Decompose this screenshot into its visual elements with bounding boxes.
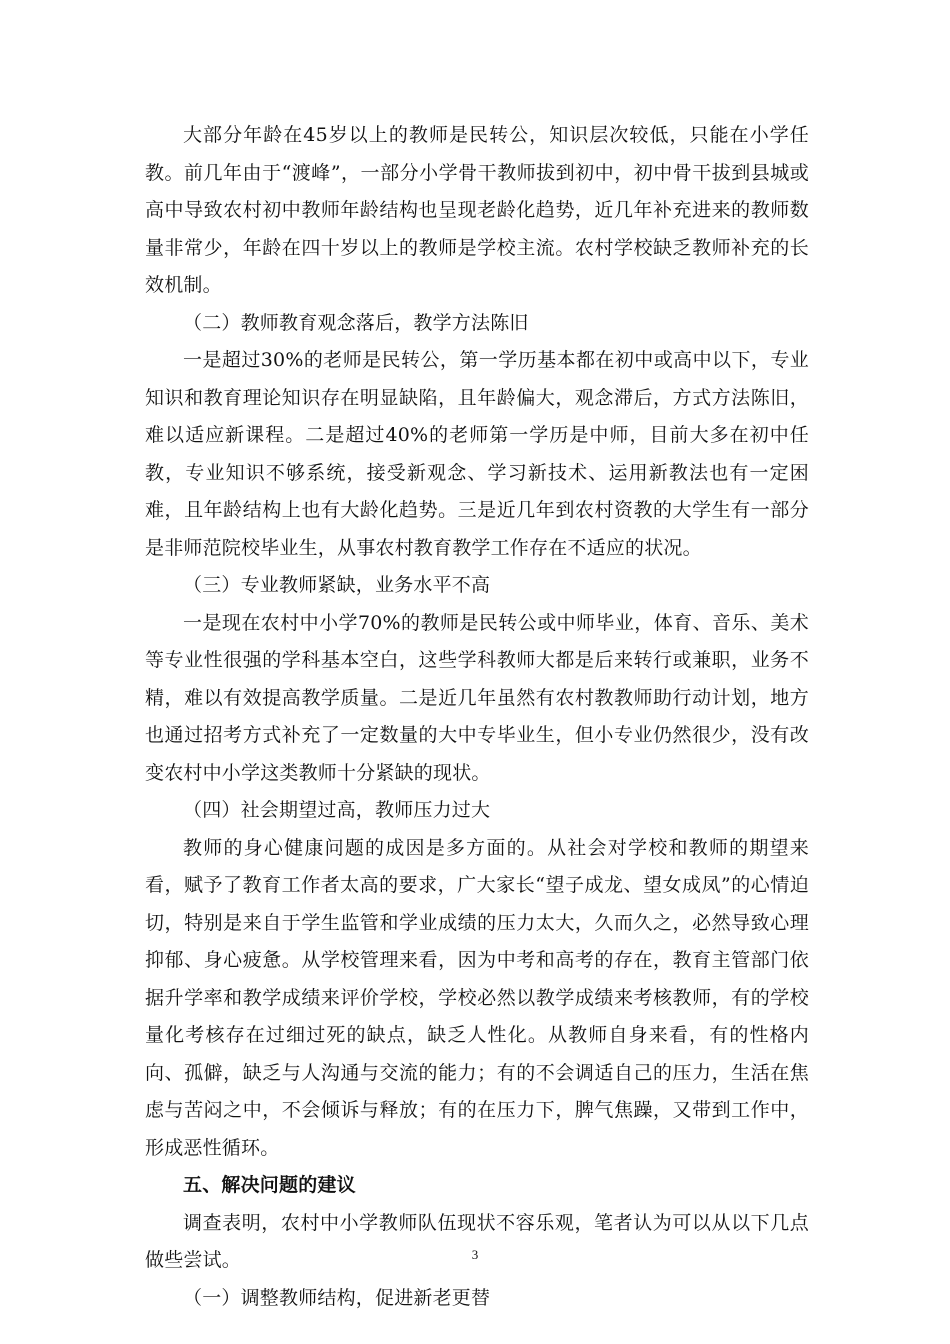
page-number: 3 xyxy=(471,1247,479,1262)
paragraph-professional-teachers: 一是现在农村中小学70%的教师是民转公或中师毕业，体育、音乐、美术等专业性很强的学科基本空白，这些学科教师大都是后来转行或兼职，业务不精，难以有效提高教学质量。二是近几年虽然有农村教教师助行动计划，地方也通过招考方式补充了一定数量的大中专毕业生，但小专业仍然很少，没有改变农村中小学这类教师十分紧缺的现状。 xyxy=(145,611,809,784)
paragraph-education-concepts: 一是超过30%的老师是民转公，第一学历基本都在初中或高中以下，专业知识和教育理论知识存在明显缺陷，且年龄偏大，观念滞后，方式方法陈旧，难以适应新课程。二是超过40%的老师第一学历是中师，目前大多在初中任教，专业知识不够系统，接受新观念、学习新技术、运用新教法也有一定困难，且年龄结构上也有大龄化趋势。三是近几年到农村资教的大学生有一部分是非师范院校毕业生，从事农村教育教学工作存在不适应的状况。 xyxy=(145,349,809,559)
document-body xyxy=(145,117,809,1317)
paragraph-suggestions-intro: 调查表明，农村中小学教师队伍现状不容乐观，笔者认为可以从以下几点做些尝试。 xyxy=(145,1211,809,1271)
paragraph-teacher-age: 大部分年龄在45岁以上的教师是民转公，知识层次较低，只能在小学任教。前几年由于“渡峰”，一部分小学骨干教师拔到初中，初中骨干拔到县城或高中导致农村初中教师年龄结构也呈现老龄化趋势，近几年补充进来的教师数量非常少，年龄在四十岁以上的教师是学校主流。农村学校缺乏教师补充的长效机制。 xyxy=(145,124,809,296)
paragraph-social-pressure: 教师的身心健康问题的成因是多方面的。从社会对学校和教师的期望来看，赋予了教育工作者太高的要求，广大家长“望子成龙、望女成凤”的心情迫切，特别是来自于学生监管和学业成绩的压力太大，久而久之，必然导致心理抑郁、身心疲惫。从学校管理来看，因为中考和高考的存在，教育主管部门依据升学率和教学成绩来评价学校，学校必然以教学成绩来考核教师，有的学校量化考核存在过细过死的缺点，缺乏人性化。从教师自身来看，有的性格内向、孤僻，缺乏与人沟通与交流的能力；有的不会调适自己的压力，生活在焦虑与苦闷之中，不会倾诉与释放；有的在压力下，脾气焦躁，又带到工作中，形成恶性循环。 xyxy=(145,836,809,1159)
subheading-professional-teachers: （三）专业教师紧缺，业务水平不高 xyxy=(183,574,491,596)
subheading-education-concepts: （二）教师教育观念落后，教学方法陈旧 xyxy=(183,311,529,334)
section-heading-suggestions: 五、解决问题的建议 xyxy=(183,1174,356,1196)
subheading-social-pressure: （四）社会期望过高，教师压力过大 xyxy=(183,799,491,821)
subheading-adjust-structure: （一）调整教师结构，促进新老更替 xyxy=(183,1286,491,1309)
